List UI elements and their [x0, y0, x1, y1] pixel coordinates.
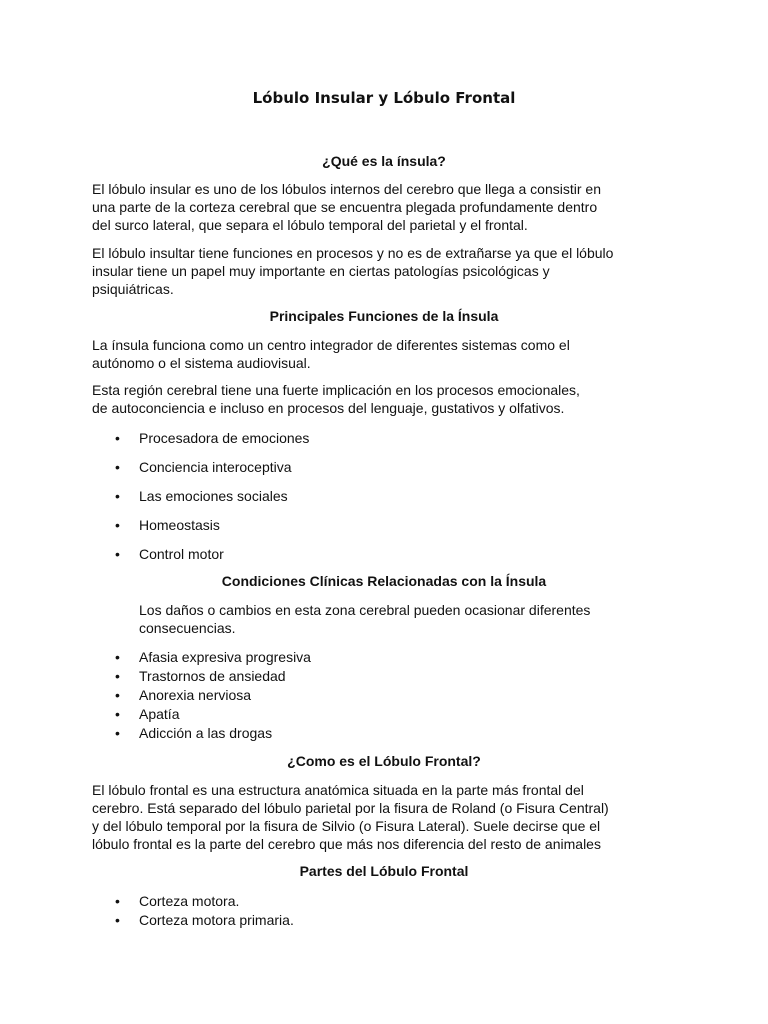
paragraph-line: consecuencias. [139, 620, 236, 636]
document-title: Lóbulo Insular y Lóbulo Frontal [252, 89, 516, 107]
bullet-icon: • [115, 649, 120, 665]
paragraph-line: La ínsula funciona como un centro integrador de diferentes sistemas como el [92, 337, 570, 353]
paragraph-line: insular tiene un papel muy importante en ciertas patologías psicológicas y [92, 263, 550, 279]
bullet-icon: • [115, 517, 120, 533]
paragraph-line: El lóbulo insultar tiene funciones en procesos y no es de extrañarse ya que el lóbulo [92, 245, 614, 261]
paragraph-line: y del lóbulo temporal por la fisura de Silvio (o Fisura Lateral). Suele decirse que el [92, 818, 601, 834]
bullet-icon: • [115, 706, 120, 722]
heading-lobulo-frontal: ¿Como es el Lóbulo Frontal? [287, 753, 481, 769]
paragraph-line: El lóbulo frontal es una estructura anatómica situada en la parte más frontal del [92, 782, 584, 798]
paragraph-line: El lóbulo insular es uno de los lóbulos internos del cerebro que llega a consistir en [92, 181, 601, 197]
paragraph-insula-definition [92, 180, 682, 234]
heading-principales-funciones: Principales Funciones de la Ínsula [269, 308, 499, 324]
bullet-icon: • [115, 725, 120, 741]
paragraph-line: lóbulo frontal es la parte del cerebro que más nos diferencia del resto de animales [92, 836, 601, 852]
paragraph-line: cerebro. Está separado del lóbulo parietal por la fisura de Roland (o Fisura Central) [92, 800, 609, 816]
bullet-icon: • [115, 459, 120, 475]
paragraph-line: del surco lateral, que separa el lóbulo temporal del parietal y el frontal. [92, 217, 528, 233]
document-page: Lóbulo Insular y Lóbulo Frontal ¿Qué es la ínsula? El lóbulo insular es uno de los lóbulos internos del cerebro que llega a consistir en una parte de la corteza cerebral que se encuentra plegada profundamente dentro del surco lateral, que separa el lóbulo temporal del parietal y el frontal. El lóbulo insultar tiene funciones en procesos y no es de extrañarse ya que el lóbulo insular tiene un papel muy importante en ciertas patologías psicológicas y psiquiátricas. Principales Funciones de la Ínsula La ínsula funciona como un centro integrador de diferentes sistemas como el autónomo o el sistema audiovisual. Esta región cerebral tiene una fuerte implicación en los procesos emocionales, de autoconciencia e incluso en procesos del lenguaje, gustativos y olfativos. • Procesadora de emociones • Conciencia interoceptiva • Las emociones sociales • Homeostasis • Control motor Condiciones Clínicas Relacionadas con la Ínsula Los daños o cambios en esta zona cerebral pueden ocasionar diferentes consecuencias. • Afasia expresiva progresiva • Trastornos de ansiedad • Anorexia nerviosa • Apatía • Adicción a las drogas ¿Como es el Lóbulo Frontal? El lóbulo frontal es una estructura anatómica situada en la parte más frontal del cerebro. Está separado del lóbulo parietal por la fisura de Roland (o Fisura Central) y del lóbulo temporal por la fisura de Silvio (o Fisura Lateral). Suele decirse que el lóbulo frontal es la parte del cerebro que más nos diferencia del resto de animales Partes del Lóbulo Frontal • Corteza motora. • Corteza motora primaria. [0, 0, 768, 1024]
bullet-icon: • [115, 668, 120, 684]
paragraph-line: Esta región cerebral tiene una fuerte implicación en los procesos emocionales, [92, 382, 580, 398]
bullet-icon: • [115, 488, 120, 504]
bullet-icon: • [115, 546, 120, 562]
heading-que-es-insula: ¿Qué es la ínsula? [322, 153, 446, 169]
bullet-icon: • [115, 687, 120, 703]
bullet-icon: • [115, 893, 120, 909]
paragraph-region-cerebral [92, 381, 682, 417]
bullet-icon: • [115, 430, 120, 446]
paragraph-insula-functions [92, 244, 682, 298]
paragraph-line: Los daños o cambios en esta zona cerebral pueden ocasionar diferentes [139, 602, 591, 618]
paragraph-line: psiquiátricas. [92, 281, 174, 297]
heading-partes-lobulo-frontal: Partes del Lóbulo Frontal [299, 863, 469, 879]
paragraph-integrador [92, 336, 682, 372]
heading-condiciones-clinicas: Condiciones Clínicas Relacionadas con la Ínsula [221, 573, 547, 589]
paragraph-line: una parte de la corteza cerebral que se encuentra plegada profundamente dentro [92, 199, 598, 215]
paragraph-line: autónomo o el sistema audiovisual. [92, 355, 311, 371]
paragraph-lobulo-frontal [92, 781, 682, 853]
paragraph-danos [139, 601, 679, 637]
paragraph-line: de autoconciencia e incluso en procesos del lenguaje, gustativos y olfativos. [92, 400, 565, 416]
bullet-icon: • [115, 912, 120, 928]
